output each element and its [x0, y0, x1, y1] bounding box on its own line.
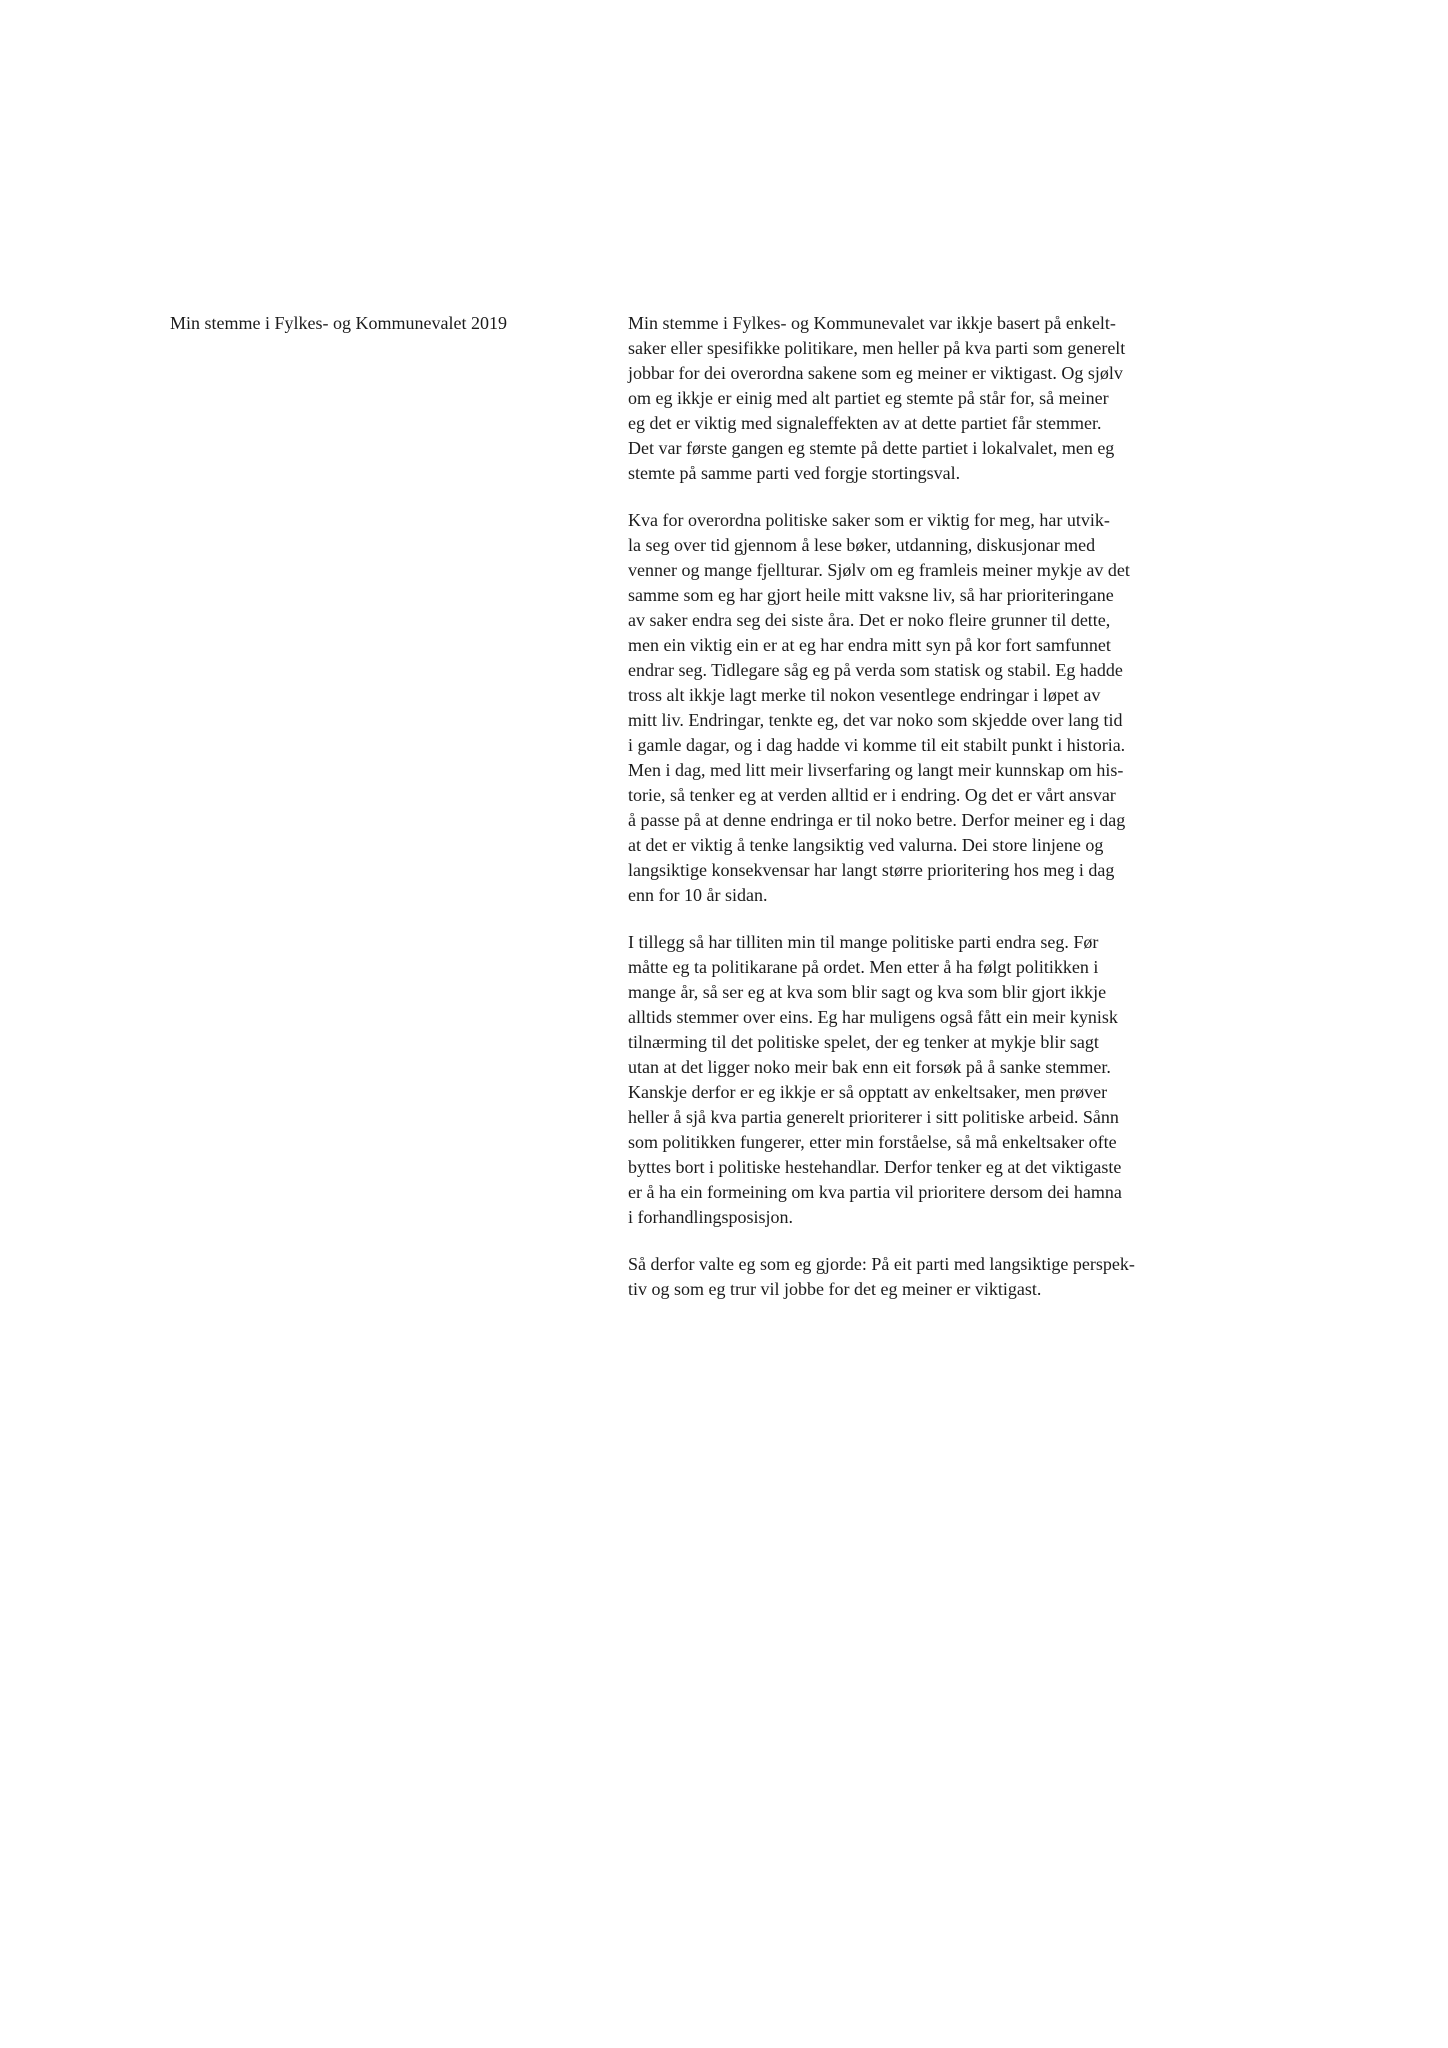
text-line: tross alt ikkje lagt merke til nokon vesentlege endringar i løpet av: [628, 685, 1101, 705]
text-line: at det er viktig å tenke langsiktig ved valurna. Dei store linjene og: [628, 835, 1104, 855]
text-line: torie, så tenker eg at verden alltid er i endring. Og det er vårt ansvar: [628, 785, 1116, 805]
text-line: venner og mange fjellturar. Sjølv om eg framleis meiner mykje av det: [628, 560, 1130, 580]
paragraph: [628, 1252, 1135, 1302]
text-line: mange år, så ser eg at kva som blir sagt og kva som blir gjort ikkje: [628, 982, 1107, 1002]
text-line: Kva for overordna politiske saker som er viktig for meg, har utvik-: [628, 510, 1110, 530]
text-line: jobbar for dei overordna sakene som eg meiner er viktigast. Og sjølv: [628, 363, 1123, 383]
text-line: I tillegg så har tilliten min til mange politiske parti endra seg. Før: [628, 932, 1099, 952]
text-line: om eg ikkje er einig med alt partiet eg stemte på står for, så meiner: [628, 388, 1109, 408]
text-line: endrar seg. Tidlegare såg eg på verda som statisk og stabil. Eg hadde: [628, 660, 1123, 680]
text-line: eg det er viktig med signaleffekten av at dette partiet får stemmer.: [628, 413, 1102, 433]
text-line: tilnærming til det politiske spelet, der eg tenker at mykje blir sagt: [628, 1032, 1099, 1052]
text-line: enn for 10 år sidan.: [628, 885, 768, 905]
text-line: langsiktige konsekvensar har langt større prioritering hos meg i dag: [628, 860, 1115, 880]
text-line: alltids stemmer over eins. Eg har muligens også fått ein meir kynisk: [628, 1007, 1118, 1027]
text-line: er å ha ein formeining om kva partia vil prioritere dersom dei hamna: [628, 1182, 1122, 1202]
text-line: Min stemme i Fylkes- og Kommunevalet var ikkje basert på enkelt-: [628, 313, 1116, 333]
text-line: måtte eg ta politikarane på ordet. Men etter å ha følgt politikken i: [628, 957, 1099, 977]
text-line: i gamle dagar, og i dag hadde vi komme til eit stabilt punkt i historia.: [628, 735, 1126, 755]
text-line: Men i dag, med litt meir livserfaring og langt meir kunnskap om his-: [628, 760, 1124, 780]
paragraph: [628, 311, 1135, 486]
text-line: stemte på samme parti ved forgje stortingsval.: [628, 463, 961, 483]
text-line: Så derfor valte eg som eg gjorde: På eit parti med langsiktige perspek-: [628, 1254, 1135, 1274]
text-line: Det var første gangen eg stemte på dette partiet i lokalvalet, men eg: [628, 438, 1115, 458]
body-text-column: [628, 311, 1135, 1324]
text-line: samme som eg har gjort heile mitt vaksne liv, så har prioriteringane: [628, 585, 1114, 605]
text-line: saker eller spesifikke politikare, men heller på kva parti som generelt: [628, 338, 1126, 358]
text-line: tiv og som eg trur vil jobbe for det eg meiner er viktigast.: [628, 1279, 1042, 1299]
text-line: la seg over tid gjennom å lese bøker, utdanning, diskusjonar med: [628, 535, 1096, 555]
text-line: av saker endra seg dei siste åra. Det er noko fleire grunner til dette,: [628, 610, 1111, 630]
text-line: Kanskje derfor er eg ikkje er så opptatt av enkeltsaker, men prøver: [628, 1082, 1108, 1102]
text-line: heller å sjå kva partia generelt prioriterer i sitt politiske arbeid. Sånn: [628, 1107, 1119, 1127]
text-line: å passe på at denne endringa er til noko betre. Derfor meiner eg i dag: [628, 810, 1126, 830]
document-title: Min stemme i Fylkes- og Kommunevalet 2019: [170, 313, 507, 333]
paragraph: [628, 930, 1135, 1230]
text-line: byttes bort i politiske hestehandlar. Derfor tenker eg at det viktigaste: [628, 1157, 1122, 1177]
paragraph: [628, 508, 1135, 908]
text-line: men ein viktig ein er at eg har endra mitt syn på kor fort samfunnet: [628, 635, 1111, 655]
text-line: mitt liv. Endringar, tenkte eg, det var noko som skjedde over lang tid: [628, 710, 1123, 730]
text-line: utan at det ligger noko meir bak enn eit forsøk på å sanke stemmer.: [628, 1057, 1111, 1077]
text-line: i forhandlingsposisjon.: [628, 1207, 793, 1227]
text-line: som politikken fungerer, etter min forståelse, så må enkeltsaker ofte: [628, 1132, 1117, 1152]
